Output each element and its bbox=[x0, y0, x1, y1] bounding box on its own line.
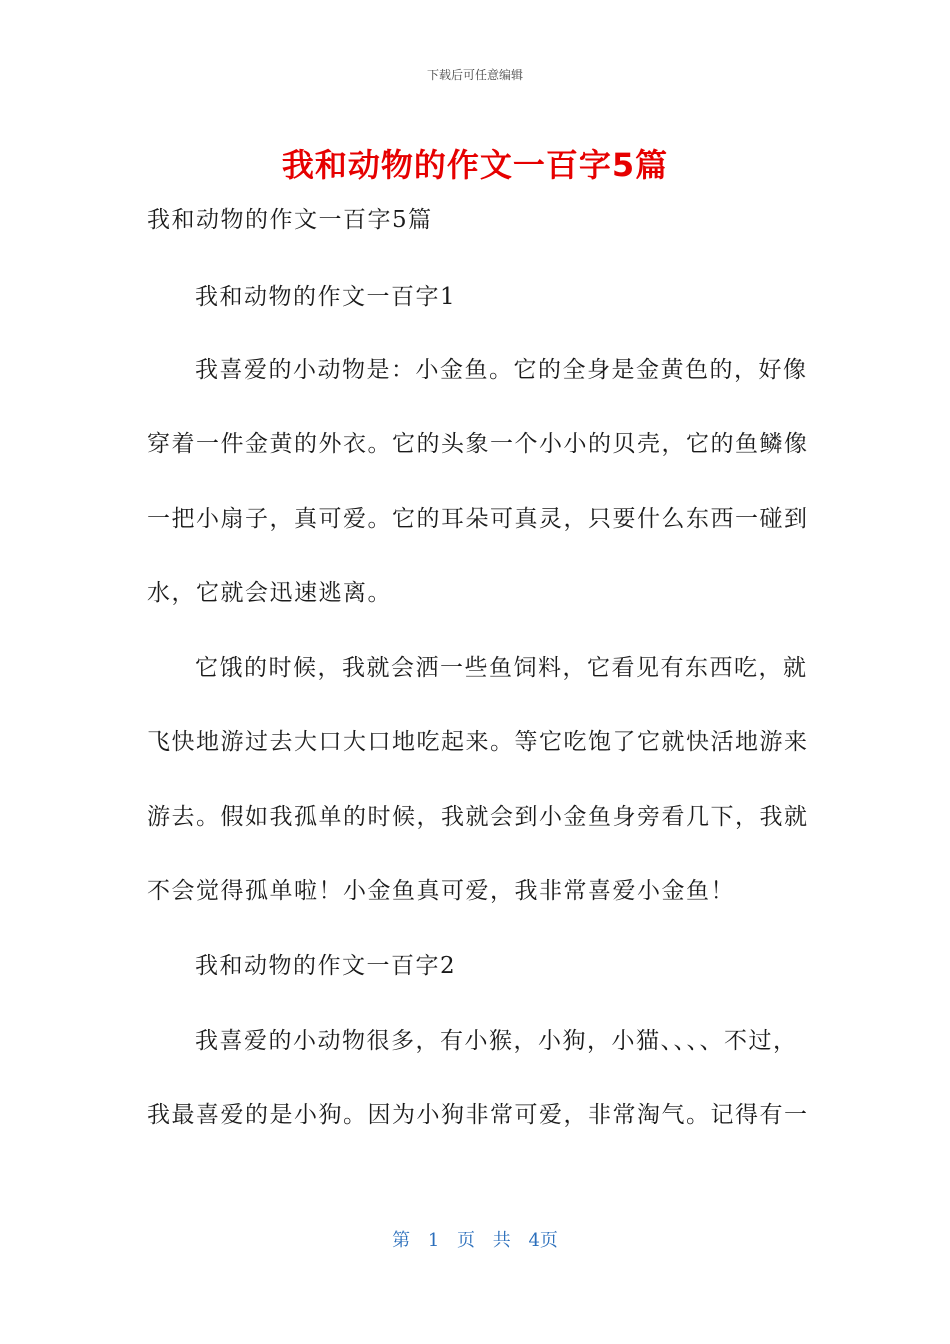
document-title: 我和动物的作文一百字5篇 bbox=[281, 146, 669, 184]
header-note: 下载后可任意编辑 bbox=[426, 68, 523, 82]
section-heading-1: 我和动物的作文一百字1 bbox=[195, 284, 457, 310]
total-label-prefix: 共 bbox=[492, 1230, 511, 1251]
page-label-mid: 页 bbox=[457, 1230, 475, 1251]
page-number: 1 bbox=[427, 1230, 440, 1251]
page-label-prefix: 第 bbox=[392, 1230, 411, 1251]
paragraph-line: 它饿的时候，我就会洒一些鱼饲料，它看见有东西吃，就 bbox=[195, 655, 808, 681]
paragraph-line: 不会觉得孤单啦！小金鱼真可爱，我非常喜爱小金鱼！ bbox=[147, 878, 735, 904]
paragraph-line: 我喜爱的小动物很多，有小猴，小狗，小猫、、、、不过， bbox=[195, 1028, 798, 1054]
section-heading-2: 我和动物的作文一百字2 bbox=[195, 953, 457, 979]
paragraph-line: 我最喜爱的是小狗。因为小狗非常可爱，非常淘气。记得有一 bbox=[147, 1102, 809, 1128]
paragraph-line: 游去。假如我孤单的时候，我就会到小金鱼身旁看几下，我就 bbox=[147, 804, 809, 830]
paragraph-line: 我喜爱的小动物是：小金鱼。它的全身是金黄色的，好像 bbox=[195, 357, 808, 383]
paragraph-line: 飞快地游过去大口大口地吃起来。等它吃饱了它就快活地游来 bbox=[147, 729, 809, 755]
paragraph-line: 穿着一件金黄的外衣。它的头象一个小小的贝壳，它的鱼鳞像 bbox=[147, 431, 809, 457]
total-pages: 4页 bbox=[528, 1230, 558, 1251]
paragraph-line: 水，它就会迅速逃离。 bbox=[147, 580, 392, 606]
page-footer bbox=[0, 1226, 950, 1252]
subtitle-line: 我和动物的作文一百字5篇 bbox=[147, 207, 433, 233]
paragraph-line: 一把小扇子，真可爱。它的耳朵可真灵，只要什么东西一碰到 bbox=[147, 506, 809, 532]
